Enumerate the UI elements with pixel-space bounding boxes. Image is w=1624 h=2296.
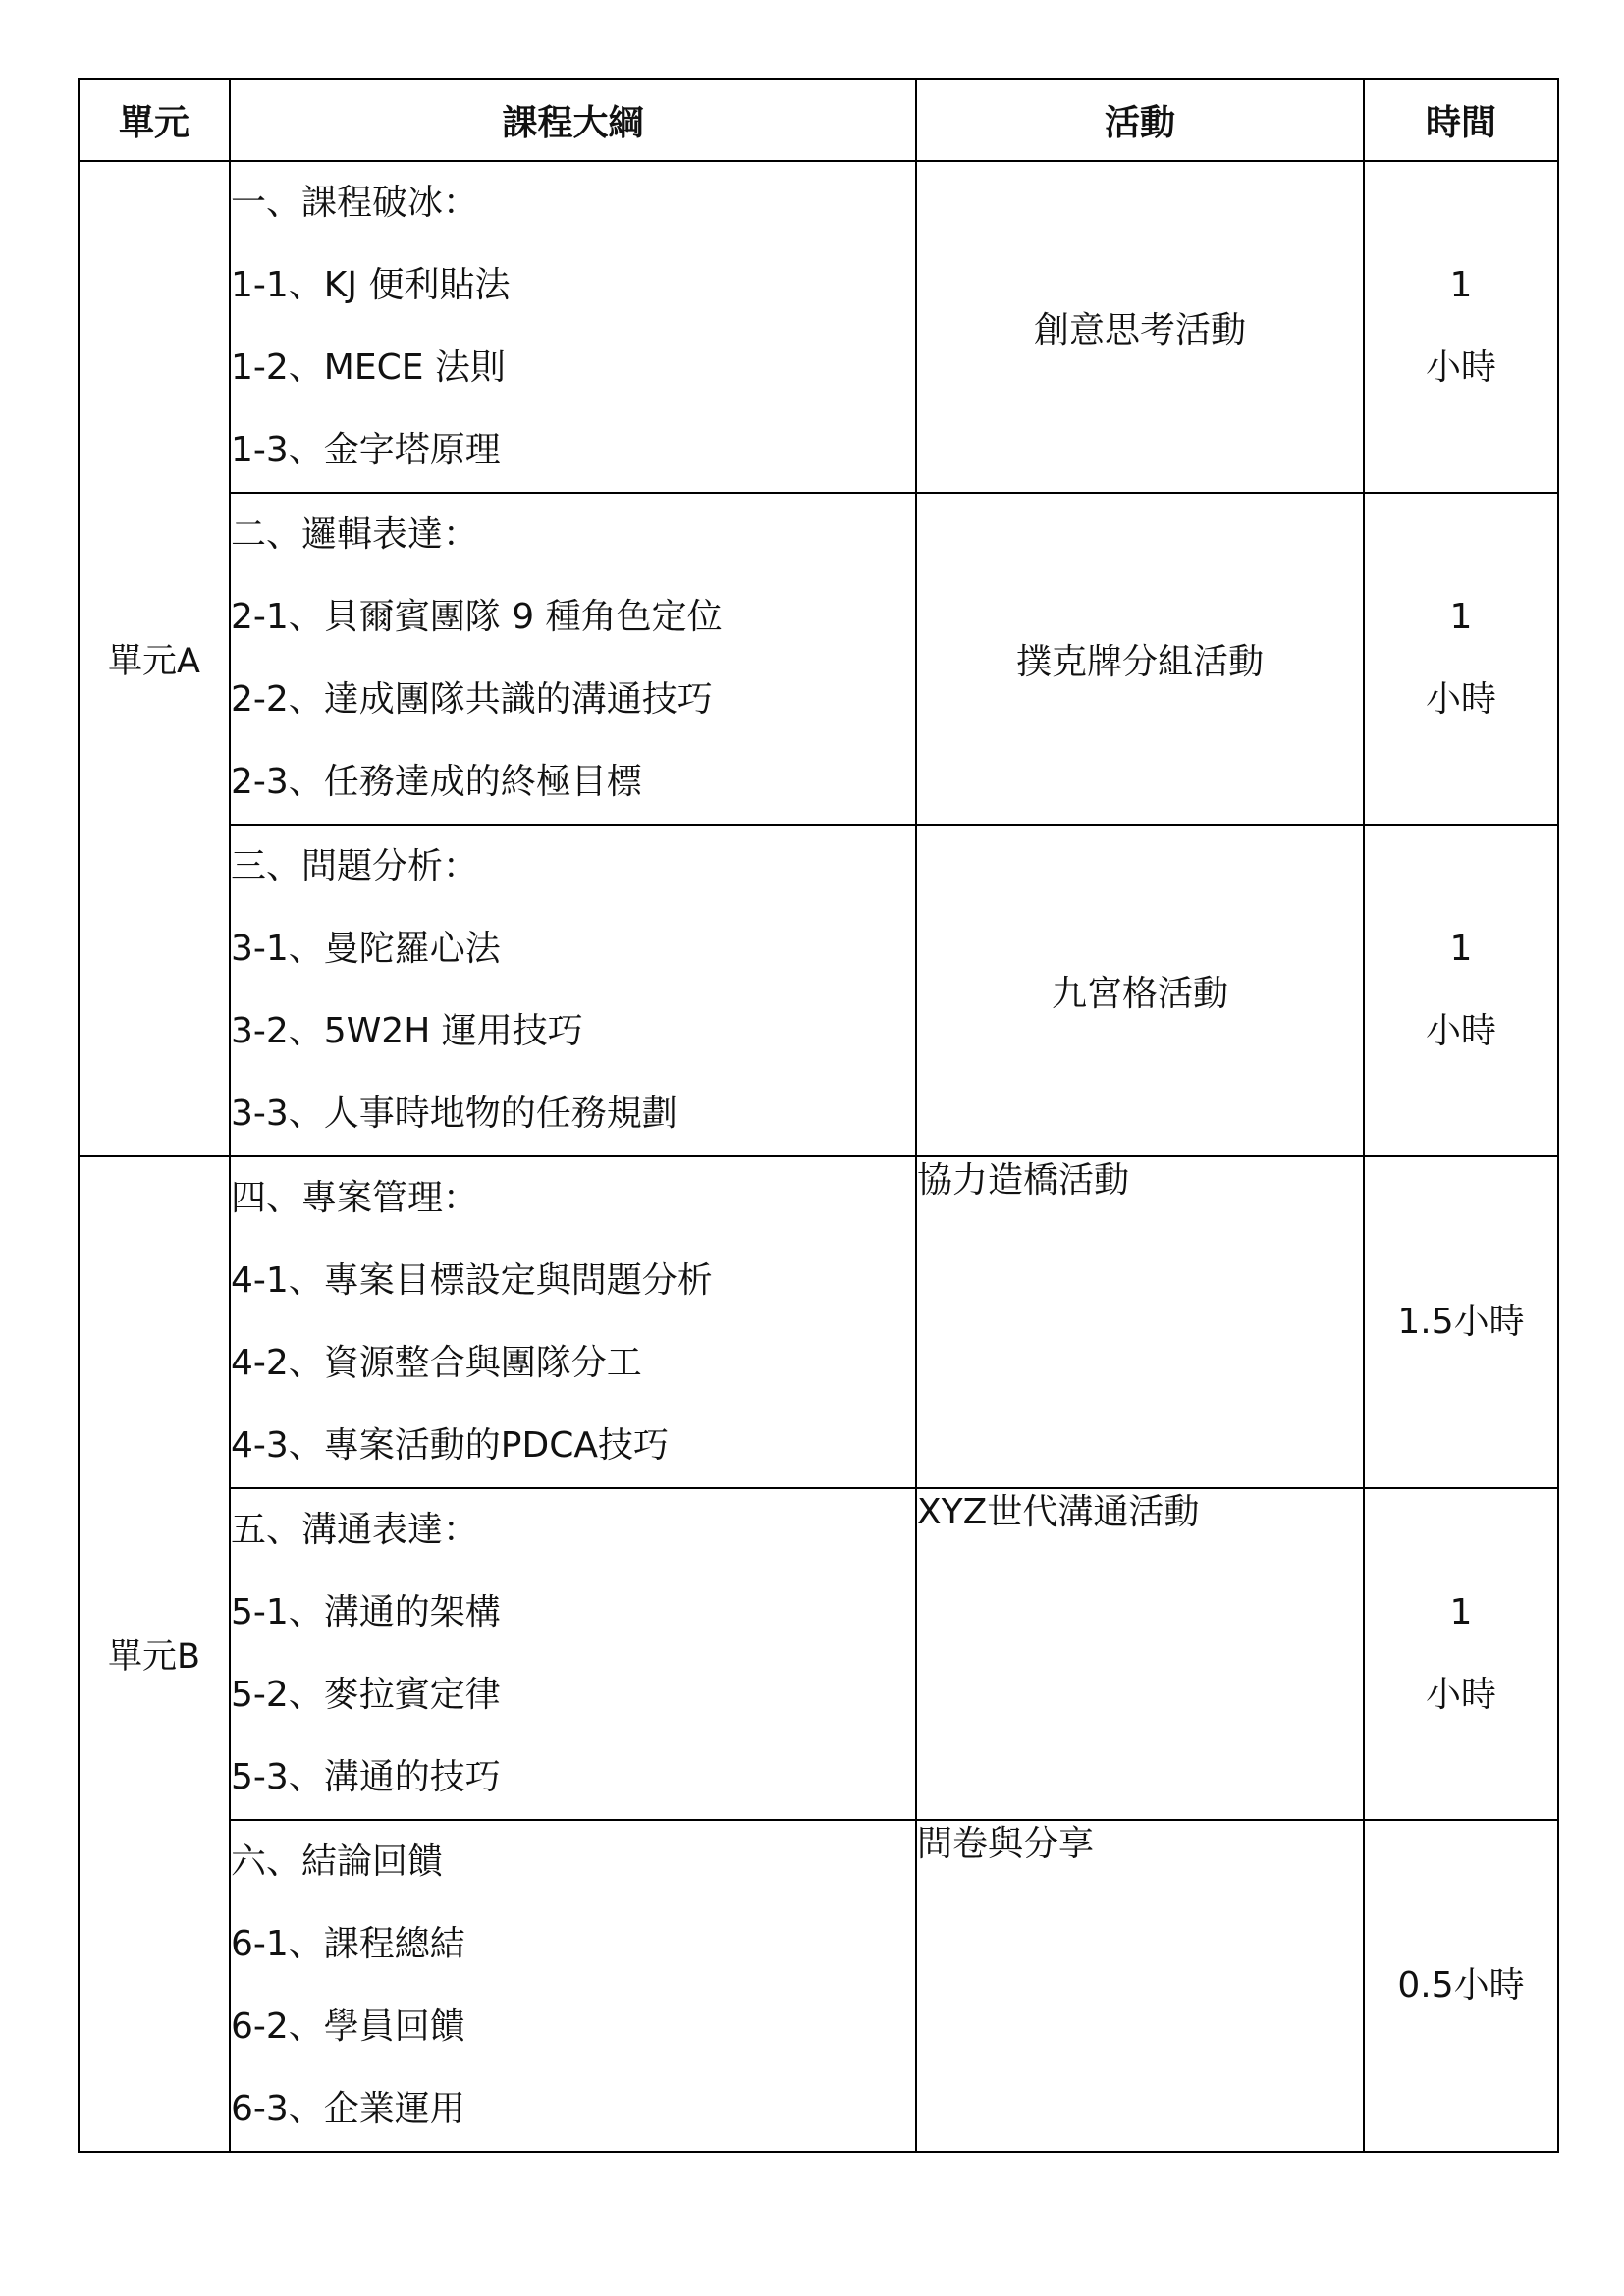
time-cell xyxy=(1364,161,1558,493)
outline-line: 5-2、麥拉賓定律 xyxy=(231,1675,501,1715)
outline-line: 4-3、專案活動的PDCA技巧 xyxy=(231,1425,669,1466)
time-cell xyxy=(1364,825,1558,1156)
time-cell xyxy=(1364,1820,1558,2152)
time-value: 1 xyxy=(1449,1592,1473,1632)
time-value: 1.5小時 xyxy=(1397,1302,1525,1342)
header-row xyxy=(79,79,1558,161)
course-outline-table xyxy=(78,78,1559,2153)
outline-line: 2-2、達成團隊共識的溝通技巧 xyxy=(231,679,713,720)
time-value: 1 xyxy=(1449,929,1473,969)
outline-line: 4-1、專案目標設定與問題分析 xyxy=(231,1260,713,1301)
activity-cell: 撲克牌分組活動 xyxy=(916,493,1364,825)
activity-cell: 創意思考活動 xyxy=(916,161,1364,493)
outline-line: 一、課程破冰： xyxy=(231,183,479,223)
outline-line: 3-2、5W2H 運用技巧 xyxy=(231,1011,583,1051)
outline-cell xyxy=(230,1820,916,2152)
outline-cell xyxy=(230,493,916,825)
time-unit: 小時 xyxy=(1425,679,1496,720)
outline-line: 2-3、任務達成的終極目標 xyxy=(231,762,642,802)
outline-line: 2-1、貝爾賓團隊 9 種角色定位 xyxy=(231,597,723,637)
outline-line: 三、問題分析： xyxy=(231,846,479,886)
time-cell xyxy=(1364,493,1558,825)
table-row xyxy=(79,493,1558,825)
outline-line: 1-3、金字塔原理 xyxy=(231,430,501,470)
unit-cell-a: 單元A xyxy=(79,161,230,1156)
activity-cell: 問卷與分享 xyxy=(916,1820,1364,2152)
time-unit: 小時 xyxy=(1425,347,1496,388)
outline-cell xyxy=(230,161,916,493)
outline-line: 二、邏輯表達： xyxy=(231,514,479,555)
outline-line: 六、結論回饋 xyxy=(231,1842,444,1882)
activity-cell: 九宮格活動 xyxy=(916,825,1364,1156)
time-unit: 小時 xyxy=(1425,1011,1496,1051)
outline-line: 6-3、企業運用 xyxy=(231,2089,465,2129)
outline-cell xyxy=(230,1156,916,1488)
outline-line: 5-3、溝通的技巧 xyxy=(231,1757,501,1797)
outline-line: 6-2、學員回饋 xyxy=(231,2006,465,2047)
outline-line: 4-2、資源整合與團隊分工 xyxy=(231,1343,642,1383)
outline-line: 3-1、曼陀羅心法 xyxy=(231,929,501,969)
outline-line: 3-3、人事時地物的任務規劃 xyxy=(231,1094,677,1134)
table-row xyxy=(79,161,1558,493)
table-row xyxy=(79,1156,1558,1488)
outline-line: 6-1、課程總結 xyxy=(231,1924,465,1964)
activity-cell: XYZ世代溝通活動 xyxy=(916,1488,1364,1820)
time-value: 0.5小時 xyxy=(1397,1965,1525,2005)
outline-cell xyxy=(230,825,916,1156)
time-unit: 小時 xyxy=(1425,1675,1496,1715)
header-unit: 單元 xyxy=(79,79,230,161)
time-value: 1 xyxy=(1449,597,1473,637)
outline-cell xyxy=(230,1488,916,1820)
unit-cell-b: 單元B xyxy=(79,1156,230,2152)
time-value: 1 xyxy=(1449,265,1473,305)
outline-line: 5-1、溝通的架構 xyxy=(231,1592,501,1632)
header-activity: 活動 xyxy=(916,79,1364,161)
activity-cell: 協力造橋活動 xyxy=(916,1156,1364,1488)
outline-line: 四、專案管理： xyxy=(231,1178,479,1218)
header-time: 時間 xyxy=(1364,79,1558,161)
outline-line: 1-1、KJ 便利貼法 xyxy=(231,265,511,305)
time-cell xyxy=(1364,1156,1558,1488)
time-cell xyxy=(1364,1488,1558,1820)
outline-line: 1-2、MECE 法則 xyxy=(231,347,506,388)
header-outline: 課程大綱 xyxy=(230,79,916,161)
table-row xyxy=(79,1820,1558,2152)
outline-line: 五、溝通表達： xyxy=(231,1510,479,1550)
table-row xyxy=(79,825,1558,1156)
table-row xyxy=(79,1488,1558,1820)
